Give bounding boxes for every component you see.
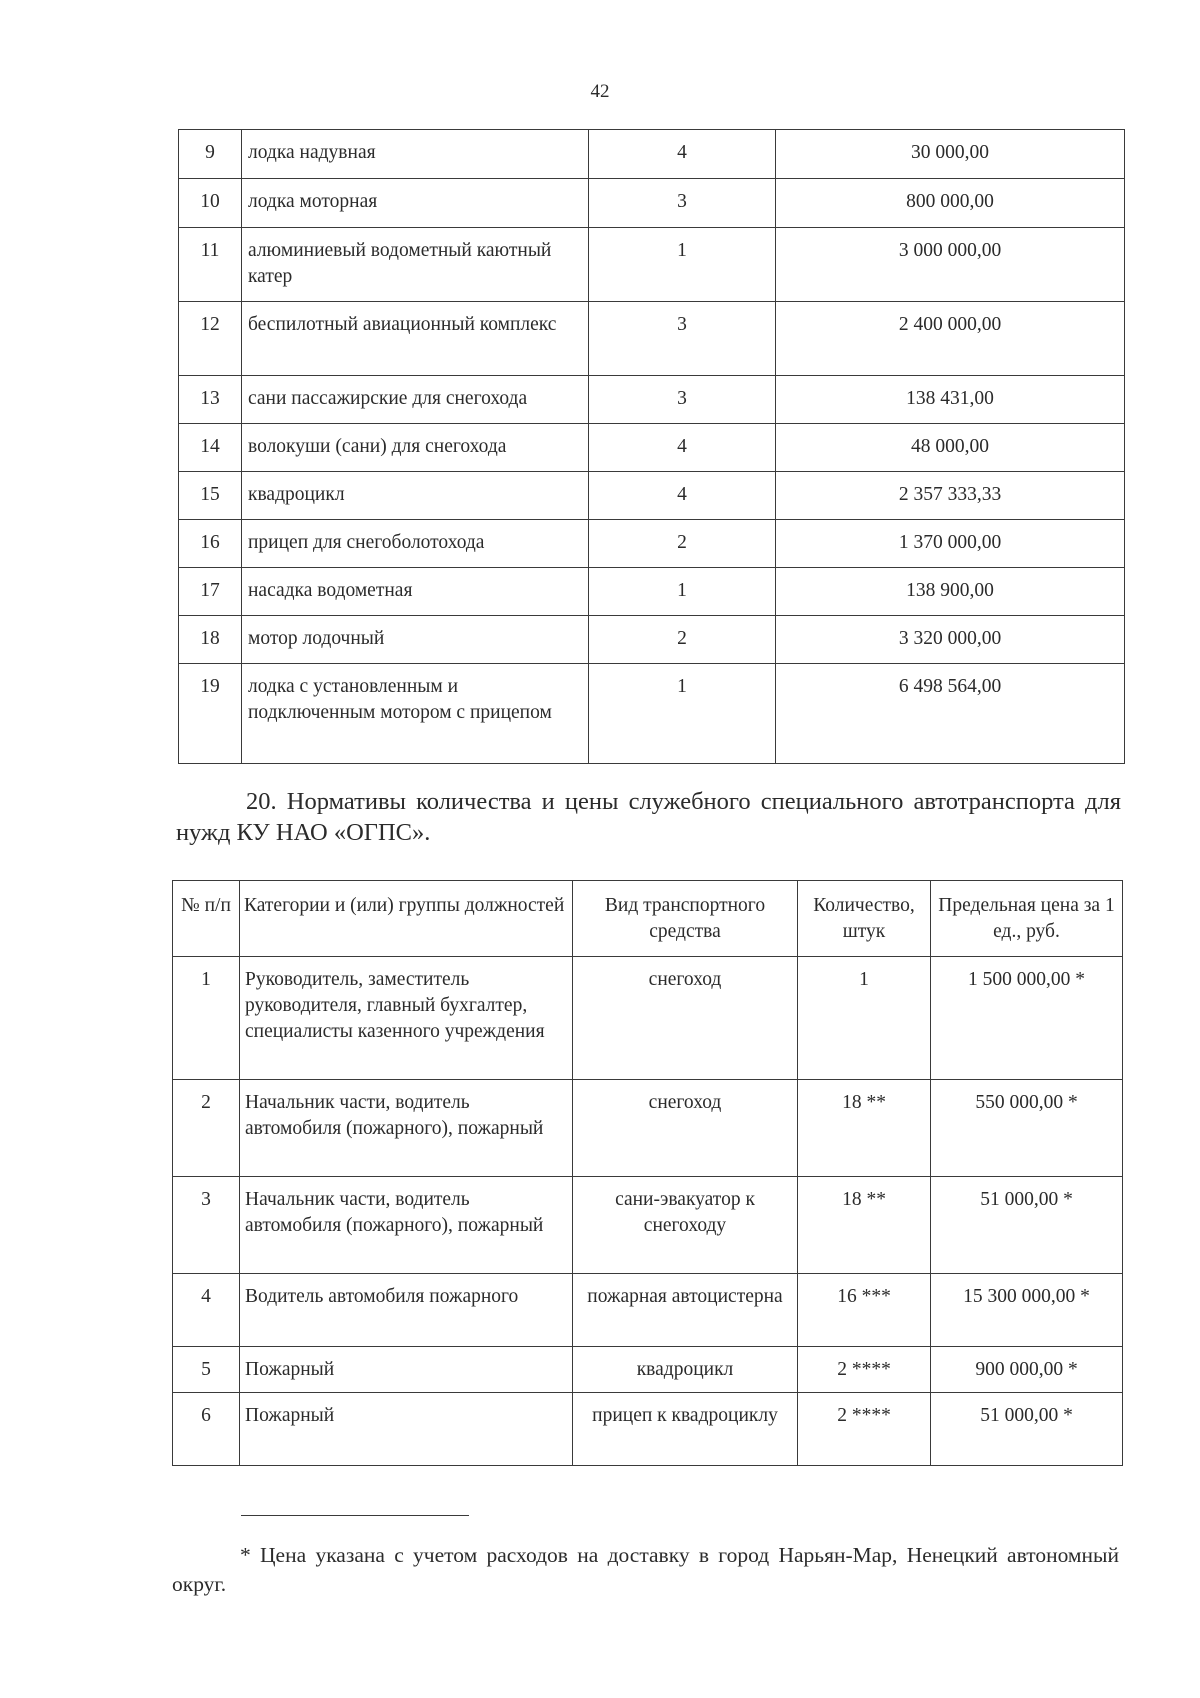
- table-row: [173, 957, 1123, 1080]
- item-price: 48 000,00: [776, 424, 1125, 472]
- position-category: Начальник части, водитель автомобиля (пожарного), пожарный: [240, 1177, 573, 1274]
- table-row: [179, 424, 1125, 472]
- section-title: 20. Нормативы количества и цены служебного специального автотранспорта для нужд КУ НАО «ОГПС».: [176, 788, 1121, 846]
- position-category: Начальник части, водитель автомобиля (пожарного), пожарный: [240, 1080, 573, 1177]
- item-quantity: 2: [589, 520, 776, 568]
- vehicle-price: 51 000,00 *: [931, 1393, 1123, 1466]
- item-name: волокуши (сани) для снегохода: [242, 424, 589, 472]
- vehicle-quantity: 18 **: [798, 1177, 931, 1274]
- row-number: 14: [179, 424, 242, 472]
- position-category: Пожарный: [240, 1347, 573, 1393]
- row-number: 11: [179, 228, 242, 302]
- item-price: 6 498 564,00: [776, 664, 1125, 764]
- table-row: [179, 472, 1125, 520]
- item-name: прицеп для снегоболотохода: [242, 520, 589, 568]
- footnote-divider: [241, 1515, 469, 1516]
- item-price: 2 357 333,33: [776, 472, 1125, 520]
- header-price: Предельная цена за 1 ед., руб.: [931, 881, 1123, 957]
- table-row: [179, 376, 1125, 424]
- row-number: 15: [179, 472, 242, 520]
- row-number: 16: [179, 520, 242, 568]
- vehicle-quantity: 16 ***: [798, 1274, 931, 1347]
- vehicle-price: 900 000,00 *: [931, 1347, 1123, 1393]
- item-quantity: 1: [589, 568, 776, 616]
- item-name: лодка моторная: [242, 179, 589, 228]
- item-quantity: 3: [589, 179, 776, 228]
- vehicle-type: сани-эвакуатор к снегоходу: [573, 1177, 798, 1274]
- item-quantity: 4: [589, 472, 776, 520]
- position-category: Пожарный: [240, 1393, 573, 1466]
- vehicle-price: 15 300 000,00 *: [931, 1274, 1123, 1347]
- position-category: Руководитель, заместитель руководителя, главный бухгалтер, специалисты казенного учреждения: [240, 957, 573, 1080]
- table-row: [179, 302, 1125, 376]
- row-number: 17: [179, 568, 242, 616]
- vehicle-type: снегоход: [573, 1080, 798, 1177]
- vehicle-type: прицеп к квадроциклу: [573, 1393, 798, 1466]
- item-price: 3 000 000,00: [776, 228, 1125, 302]
- item-quantity: 1: [589, 228, 776, 302]
- row-number: 10: [179, 179, 242, 228]
- item-name: мотор лодочный: [242, 616, 589, 664]
- item-price: 138 431,00: [776, 376, 1125, 424]
- table-row: [173, 1274, 1123, 1347]
- equipment-table: [178, 129, 1125, 764]
- vehicle-price: 550 000,00 *: [931, 1080, 1123, 1177]
- table-row: [179, 520, 1125, 568]
- vehicle-price: 1 500 000,00 *: [931, 957, 1123, 1080]
- table-row: [179, 228, 1125, 302]
- item-quantity: 4: [589, 424, 776, 472]
- footnote: * Цена указана с учетом расходов на доставку в город Нарьян-Мар, Ненецкий автономный округ.: [172, 1543, 1119, 1596]
- item-name: беспилотный авиационный комплекс: [242, 302, 589, 376]
- header-quantity: Количество, штук: [798, 881, 931, 957]
- vehicle-quantity: 2 ****: [798, 1347, 931, 1393]
- item-price: 30 000,00: [776, 130, 1125, 179]
- header-number: № п/п: [173, 881, 240, 957]
- row-number: 1: [173, 957, 240, 1080]
- page-number: 42: [590, 81, 610, 102]
- item-name: квадроцикл: [242, 472, 589, 520]
- position-category: Водитель автомобиля пожарного: [240, 1274, 573, 1347]
- header-vehicle-type: Вид транспортного средства: [573, 881, 798, 957]
- item-name: сани пассажирские для снегохода: [242, 376, 589, 424]
- vehicle-type: снегоход: [573, 957, 798, 1080]
- item-price: 3 320 000,00: [776, 616, 1125, 664]
- table-row: [179, 664, 1125, 764]
- table-header-row: [173, 881, 1123, 957]
- item-price: 1 370 000,00: [776, 520, 1125, 568]
- header-category: Категории и (или) группы должностей: [240, 881, 573, 957]
- row-number: 3: [173, 1177, 240, 1274]
- item-price: 2 400 000,00: [776, 302, 1125, 376]
- item-quantity: 3: [589, 302, 776, 376]
- row-number: 2: [173, 1080, 240, 1177]
- item-quantity: 4: [589, 130, 776, 179]
- item-quantity: 1: [589, 664, 776, 764]
- vehicle-quantity: 2 ****: [798, 1393, 931, 1466]
- item-name: алюминиевый водометный каютный катер: [242, 228, 589, 302]
- row-number: 6: [173, 1393, 240, 1466]
- item-name: насадка водометная: [242, 568, 589, 616]
- row-number: 9: [179, 130, 242, 179]
- vehicle-quantity: 1: [798, 957, 931, 1080]
- row-number: 18: [179, 616, 242, 664]
- item-quantity: 3: [589, 376, 776, 424]
- item-price: 800 000,00: [776, 179, 1125, 228]
- row-number: 13: [179, 376, 242, 424]
- item-name: лодка надувная: [242, 130, 589, 179]
- row-number: 4: [173, 1274, 240, 1347]
- vehicle-type: квадроцикл: [573, 1347, 798, 1393]
- table-row: [173, 1177, 1123, 1274]
- row-number: 19: [179, 664, 242, 764]
- table-row: [173, 1080, 1123, 1177]
- table-row: [179, 568, 1125, 616]
- row-number: 5: [173, 1347, 240, 1393]
- table-row: [173, 1393, 1123, 1466]
- vehicle-quantity: 18 **: [798, 1080, 931, 1177]
- vehicle-table: [172, 880, 1123, 1466]
- item-price: 138 900,00: [776, 568, 1125, 616]
- table-row: [179, 616, 1125, 664]
- table-row: [179, 179, 1125, 228]
- table-row: [179, 130, 1125, 179]
- item-quantity: 2: [589, 616, 776, 664]
- item-name: лодка с установленным и подключенным мотором с прицепом: [242, 664, 589, 764]
- vehicle-price: 51 000,00 *: [931, 1177, 1123, 1274]
- row-number: 12: [179, 302, 242, 376]
- table-row: [173, 1347, 1123, 1393]
- vehicle-type: пожарная автоцистерна: [573, 1274, 798, 1347]
